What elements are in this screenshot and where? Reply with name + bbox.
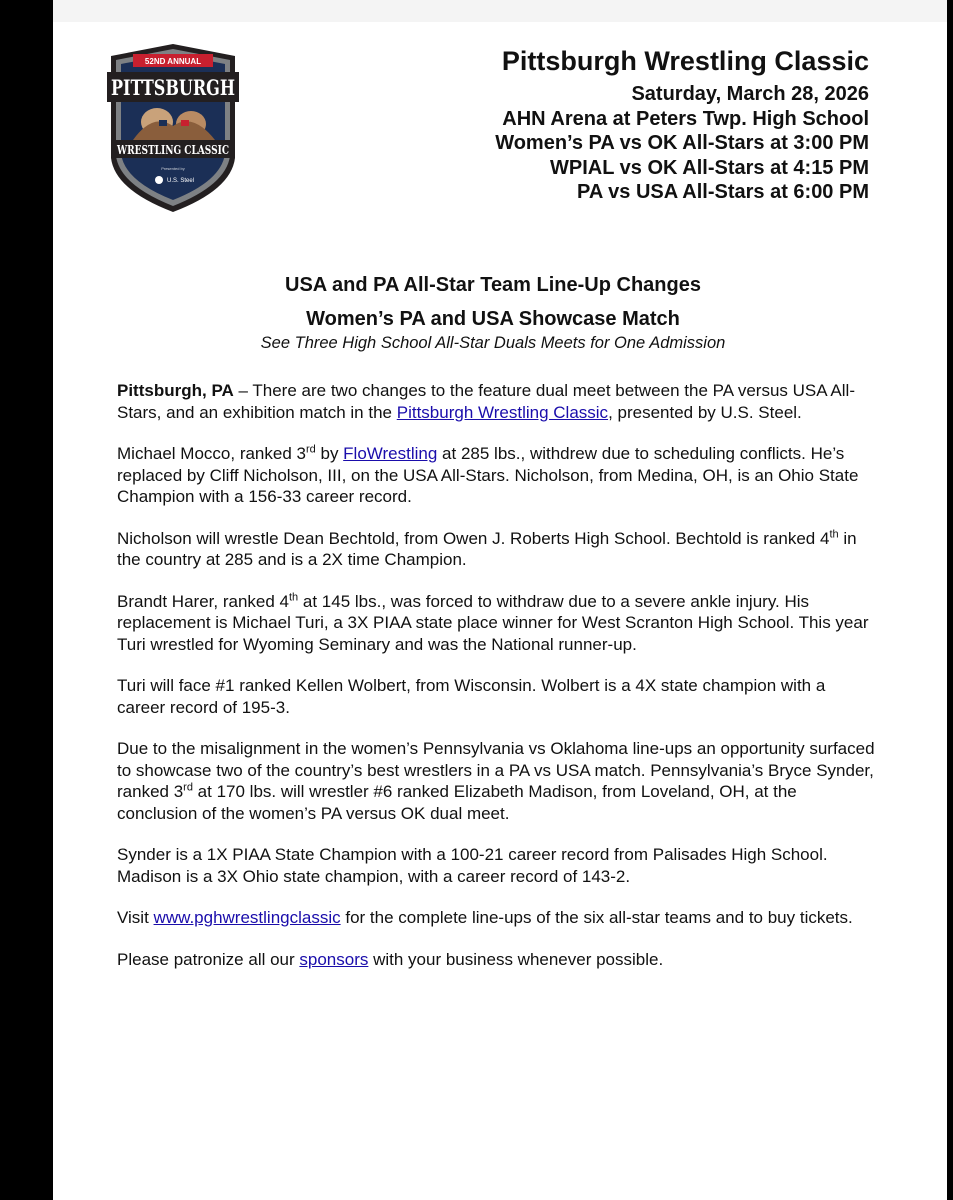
pittsburgh-wrestling-classic-link[interactable]: Pittsburgh Wrestling Classic <box>396 402 609 422</box>
flowrestling-link[interactable]: FloWrestling <box>343 444 438 463</box>
schedule-item: WPIAL vs OK All-Stars at 4:15 PM <box>550 156 869 179</box>
paragraph-5: Turi will face #1 ranked Kellen Wolbert, from Wisconsin. Wolbert is a 4X state champion with a career record of 195-3. <box>117 676 826 717</box>
website-link[interactable]: www.pghwrestlingclassic <box>153 908 341 927</box>
event-date: Saturday, March 28, 2026 <box>631 83 869 105</box>
logo-main-text: PITTSBURGH <box>111 75 235 100</box>
headline-1: USA and PA All-Star Team Line-Up Changes <box>285 274 701 296</box>
dateline: Pittsburgh, PA <box>117 381 234 400</box>
paragraph-1: Pittsburgh, PA – There are two changes to the feature dual meet between the PA versus USA All-Stars, and an exhibition match in the Pittsburgh Wrestling Classic, presented by U.S. Steel. <box>117 381 855 422</box>
schedule-item: PA vs USA All-Stars at 6:00 PM <box>577 181 869 203</box>
paragraph-9: Please patronize all our sponsors with your business whenever possible. <box>117 949 664 969</box>
paragraph-6: Due to the misalignment in the women’s Pennsylvania vs Oklahoma line-ups an opportunity surfaced to showcase two of the country’s best wrestlers in a PA vs USA match. Pennsylvania’s Bryce Synder, ranked 3rd at 170 lbs. will wrestler #6 ranked Elizabeth Madison, from Loveland, OH, at the conclusion of the women’s PA versus OK dual meet. <box>117 739 875 823</box>
paragraph-2: Michael Mocco, ranked 3rd by FloWrestling at 285 lbs., withdrew due to scheduling conflicts. He’s replaced by Cliff Nicholson, III, on the USA All-Stars. Nicholson, from Medina, OH, is an Ohio State Champion with a 156-33 career record. <box>117 443 859 506</box>
logo-sponsor-prefix: Presented by <box>161 166 185 171</box>
logo-sub-text: WRESTLING CLASSIC <box>116 143 229 157</box>
press-release-titles <box>53 272 933 354</box>
pittsburgh-wrestling-classic-logo <box>103 40 243 216</box>
event-header <box>495 44 869 205</box>
schedule-item: Women’s PA vs OK All-Stars at 3:00 PM <box>495 132 869 154</box>
paragraph-7: Synder is a 1X PIAA State Champion with a 100-21 career record from Palisades High School. Madison is a 3X Ohio state champion, with a career record of 143-2. <box>117 845 828 886</box>
paragraph-8: Visit www.pghwrestlingclassic for the complete line-ups of the six all-star teams and to buy tickets. <box>117 908 853 927</box>
paragraph-3: Nicholson will wrestle Dean Bechtold, from Owen J. Roberts High School. Bechtold is ranked 4th in the country at 285 and is a 2X time Champion. <box>117 527 857 569</box>
top-strip <box>53 0 947 22</box>
logo-sponsor: U.S. Steel <box>167 178 195 184</box>
sponsors-link[interactable]: sponsors <box>299 949 369 969</box>
document-page <box>53 0 947 1200</box>
headline-2: Women’s PA and USA Showcase Match <box>306 308 680 330</box>
event-venue: AHN Arena at Peters Twp. High School <box>502 107 869 130</box>
logo-top-text: 52ND ANNUAL <box>144 57 202 66</box>
press-release-body <box>117 380 877 990</box>
paragraph-4: Brandt Harer, ranked 4th at 145 lbs., was forced to withdraw due to a severe ankle injury. His replacement is Michael Turi, a 3X PIAA state place winner for West Scranton High School. This year Turi wrestled for Wyoming Seminary and was the National runner-up. <box>117 590 869 654</box>
subheadline: See Three High School All-Star Duals Meets for One Admission <box>260 334 726 352</box>
event-title: Pittsburgh Wrestling Classic <box>501 46 869 76</box>
